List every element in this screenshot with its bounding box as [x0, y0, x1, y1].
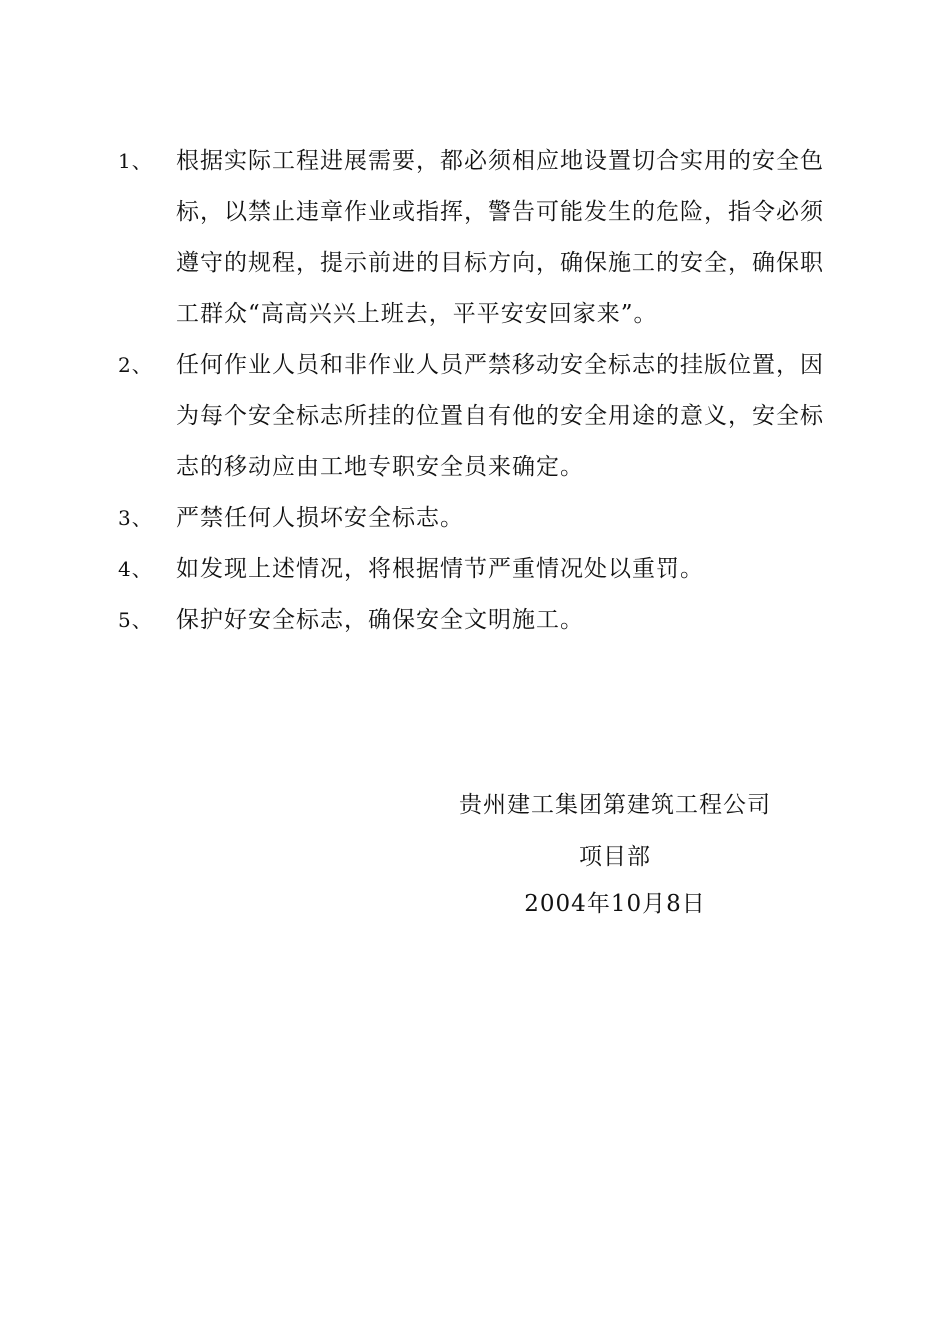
item-number: 4、: [118, 557, 153, 581]
item-text: 任何作业人员和非作业人员严禁移动安全标志的挂版位置，因为每个安全标志所挂的位置自有他的安全用途的意义，安全标志的移动应由工地专职安全员来确定。: [176, 352, 824, 480]
list-item: [118, 340, 838, 493]
signature-department: 项目部: [579, 844, 651, 870]
list-item: [118, 595, 838, 646]
item-number: 3、: [118, 506, 153, 530]
item-text: 保护好安全标志，确保安全文明施工。: [176, 607, 584, 633]
item-number: 1、: [118, 149, 153, 173]
list-item: [118, 136, 838, 340]
item-text: 严禁任何人损坏安全标志。: [176, 505, 464, 531]
signature-company: 贵州建工集团第建筑工程公司: [459, 792, 771, 818]
item-number: 2、: [118, 353, 153, 377]
item-text: 根据实际工程进展需要，都必须相应地设置切合实用的安全色标，以禁止违章作业或指挥，警告可能发生的危险，指令必须遵守的规程，提示前进的目标方向，确保施工的安全，确保职工群众“高高兴兴上班去，平平安安回家来”。: [176, 148, 824, 327]
rules-list: [118, 136, 838, 646]
item-number: 5、: [118, 608, 153, 632]
list-item: [118, 544, 838, 595]
list-item: [118, 493, 838, 544]
signature-date: 2004年10月8日: [524, 891, 706, 917]
item-text: 如发现上述情况，将根据情节严重情况处以重罚。: [176, 556, 704, 582]
